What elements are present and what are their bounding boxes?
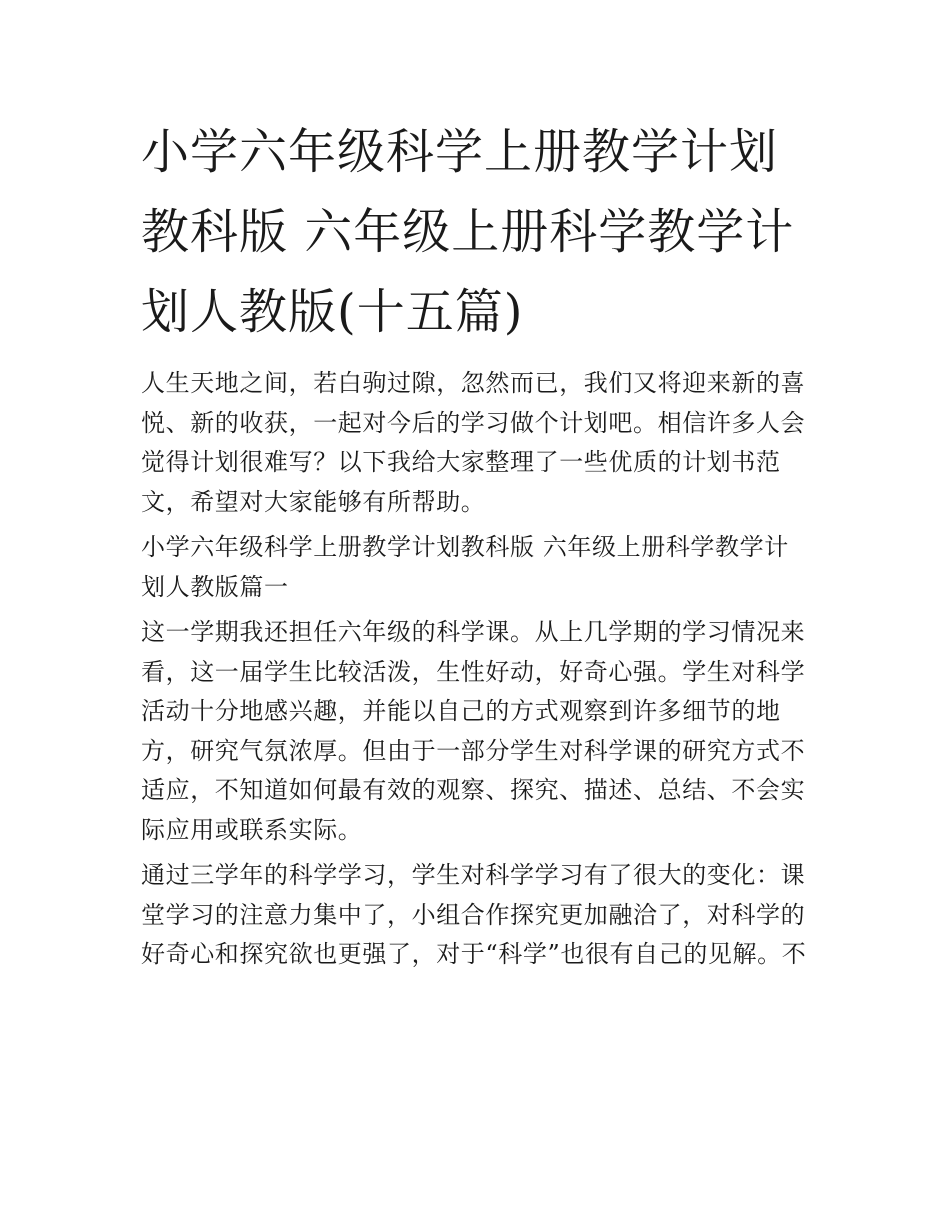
section-heading: 小学六年级科学上册教学计划教科版 六年级上册科学教学计划人教版篇一 <box>141 533 789 601</box>
document-body <box>141 112 813 975</box>
document-title: 小学六年级科学上册教学计划教科版 六年级上册科学教学计划人教版(十五篇) <box>141 124 795 340</box>
body-paragraph: 这一学期我还担任六年级的科学课。从上几学期的学习情况来看，这一届学生比较活泼，生性好动，好奇心强。学生对科学活动十分地感兴趣，并能以自己的方式观察到许多细节的地方，研究气氛浓厚。但由于一部分学生对科学课的研究方式不适应，不知道如何最有效的观察、探究、描述、总结、不会实际应用或联系实际。 <box>141 618 806 844</box>
intro-paragraph: 人生天地之间，若白驹过隙，忽然而已，我们又将迎来新的喜悦、新的收获，一起对今后的学习做个计划吧。相信许多人会觉得计划很难写？以下我给大家整理了一些优质的计划书范文，希望对大家能够有所帮助。 <box>141 369 806 516</box>
body-paragraph: 通过三学年的科学学习，学生对科学学习有了很大的变化：课堂学习的注意力集中了，小组合作探究更加融洽了，对科学的好奇心和探究欲也更强了，对于“科学”也很有自己的见解。不 <box>141 861 807 968</box>
